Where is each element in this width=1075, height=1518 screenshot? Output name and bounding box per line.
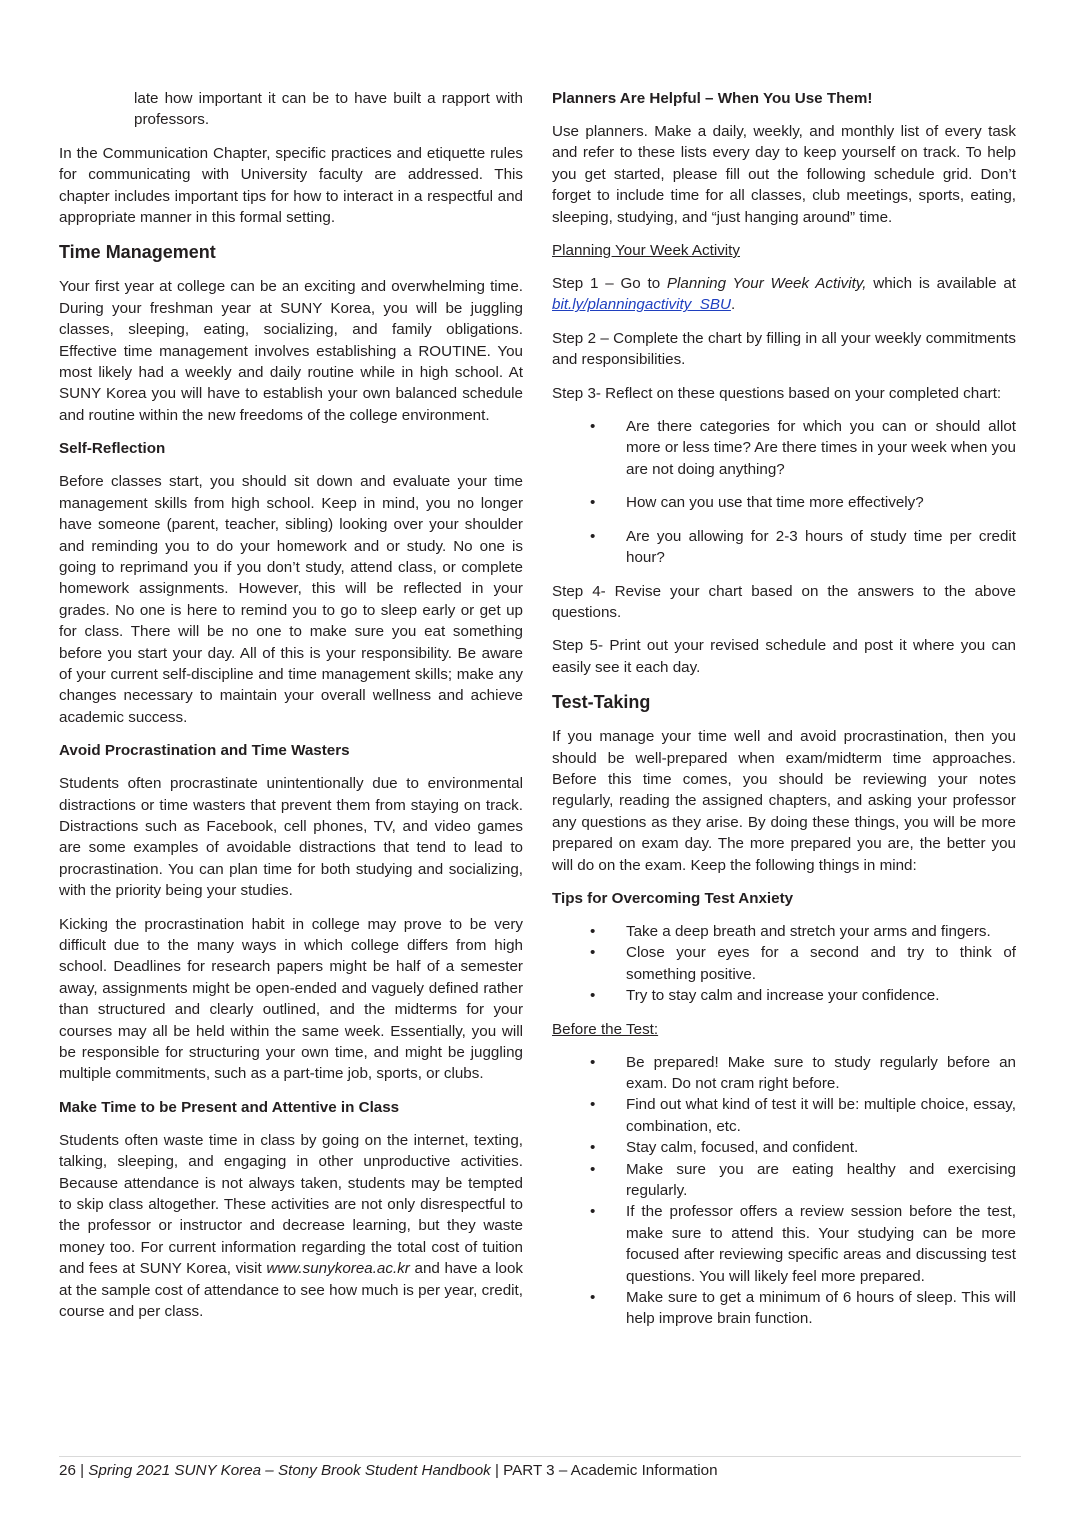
list-item: • Are you allowing for 2-3 hours of study time per credit hour? [552, 526, 1016, 569]
sunykorea-url: www.sunykorea.ac.kr [266, 1260, 410, 1278]
test-anxiety-list [552, 921, 1016, 1007]
present-in-class-paragraph [59, 1130, 523, 1323]
reflection-questions-list [552, 416, 1016, 568]
list-item: • Take a deep breath and stretch your arms and fingers. [552, 921, 1016, 942]
page-number: 26 [59, 1462, 76, 1479]
test-taking-paragraph: If you manage your time well and avoid procrastination, then you should be well-prepared when exam/midterm time approaches. Before this time comes, you should be reviewing your notes regularly, reading the assigned chapters, and asking your professor any questions as they arise. By doing these things, you will be more prepared on exam day. The more prepared you are, the better you will do on the exam. Keep the following things in mind: [552, 728, 1016, 874]
step-1 [552, 273, 1016, 316]
test-anxiety-heading: Tips for Overcoming Test Anxiety [552, 889, 794, 907]
self-reflection-heading: Self-Reflection [59, 440, 166, 458]
list-item: • Are there categories for which you can or should allot more or less time? Are there times in your week when you are not doing anything? [552, 416, 1016, 480]
planning-week-activity-heading: Planning Your Week Activity [552, 242, 740, 260]
time-management-heading: Time Management [59, 242, 216, 263]
planning-activity-link[interactable]: bit.ly/planningactivity_SBU [552, 296, 731, 314]
list-item: • If the professor offers a review session before the test, make sure to attend this. Your studying can be more focused after reviewing specific areas and discussing test questions. You will likely feel more prepared. [552, 1201, 1016, 1287]
step-1-activity-title: Planning Your Week Activity, [666, 275, 867, 293]
handbook-title: Spring 2021 SUNY Korea – Stony Brook Student Handbook [88, 1462, 491, 1479]
time-management-paragraph: Your first year at college can be an exciting and overwhelming time. During your freshman year at SUNY Korea, you will be juggling classes, sleeping, eating, socializing, and family obligations. Effective time management involves establishing a ROUTINE. You most likely had a weekly and daily routine while in high school. At SUNY Korea you will have to establish your own balanced schedule and routine within the new freedoms of the college environment. [59, 278, 523, 424]
footer-section: | PART 3 – Academic Information [490, 1462, 718, 1479]
before-the-test-heading: Before the Test: [552, 1020, 659, 1038]
footer-separator: | [75, 1462, 89, 1479]
step-5: Step 5- Print out your revised schedule and post it where you can easily see it each day. [552, 637, 1016, 676]
planners-heading: Planners Are Helpful – When You Use Them! [552, 90, 873, 107]
present-text-b: and have a look at the sample cost of attendance to see how much is per year, credit, course and per class. [59, 1260, 523, 1321]
list-item: • Be prepared! Make sure to study regularly before an exam. Do not cram right before. [552, 1052, 1016, 1095]
list-item: • Make sure to get a minimum of 6 hours of sleep. This will help improve brain function. [552, 1287, 1016, 1330]
step-1-text-c: . [730, 296, 736, 314]
list-item: • Find out what kind of test it will be: multiple choice, essay, combination, etc. [552, 1094, 1016, 1137]
list-item: • Try to stay calm and increase your confidence. [552, 985, 1016, 1006]
step-1-text-a: Step 1 – Go to [552, 275, 667, 293]
step-4: Step 4- Revise your chart based on the answers to the above questions. [552, 582, 1016, 621]
right-column [552, 88, 1016, 1342]
footer-divider [59, 1456, 1021, 1457]
present-text-a: Students often waste time in class by going on the internet, texting, talking, sleeping, and engaging in other unproductive activities. Because attendance is not always taken, students may be tempted to skip class altogether. These activities are not only disrespectful to the professor or instructor and decrease learning, but they waste money too. For current information regarding the total cost of tuition and fees at SUNY Korea, visit [59, 1131, 523, 1278]
left-column [59, 88, 523, 1335]
present-in-class-heading: Make Time to be Present and Attentive in Class [59, 1098, 400, 1116]
planners-paragraph: Use planners. Make a daily, weekly, and monthly list of every task and refer to these lists every day to keep yourself on track. To help you get started, please fill out the following schedule grid. Don’t forget to include time for all classes, club meetings, sports, eating, sleeping, studying, and “just hanging around” time. [552, 123, 1016, 226]
intro-continued: late how important it can be to have built a rapport with professors. [134, 90, 523, 129]
step-3: Step 3- Reflect on these questions based on your completed chart: [552, 384, 1002, 402]
self-reflection-paragraph: Before classes start, you should sit down and evaluate your time management skills from high school. Keep in mind, you no longer have someone (parent, teacher, sibling) looking over your shoulder and reminding you to do your homework and or study. No one is going to reprimand you if you don’t study, attend class, or complete homework assignments. However, this will be reflected in your grades. No one is here to remind you to go to sleep early or get up for class. There will be no one to make sure you eat something before you start your day. All of this is your responsibility. Be aware of your current self-discipline and time management skills; make any changes necessary to maintain your overall wellness and achieve academic success. [59, 473, 523, 726]
communication-paragraph: In the Communication Chapter, specific practices and etiquette rules for communicating with University faculty are addressed. This chapter includes important tips for how to interact in a respectful and appropriate manner in this formal setting. [59, 144, 523, 227]
list-item: • Close your eyes for a second and try to think of something positive. [552, 942, 1016, 985]
list-item: • How can you use that time more effectively? [552, 492, 1016, 513]
procrastination-heading: Avoid Procrastination and Time Wasters [59, 742, 350, 760]
step-2: Step 2 – Complete the chart by filling in all your weekly commitments and responsibilities. [552, 329, 1016, 369]
list-item: • Make sure you are eating healthy and exercising regularly. [552, 1159, 1016, 1202]
test-taking-heading: Test-Taking [552, 692, 651, 713]
step-1-text-b: which is available at [866, 275, 1016, 293]
list-item: • Stay calm, focused, and confident. [552, 1137, 1016, 1158]
page-footer [59, 1460, 718, 1481]
before-the-test-list [552, 1052, 1016, 1330]
procrastination-paragraph-1: Students often procrastinate unintentionally due to environmental distractions or time wasters that prevent them from staying on track. Distractions such as Facebook, cell phones, TV, and video games are some examples of avoidable distractions that tend to lead to procrastination. You can plan time for both studying and socializing, with the priority being your studies. [59, 775, 523, 900]
procrastination-paragraph-2: Kicking the procrastination habit in college may prove to be very difficult due to the many ways in which college differs from high school. Deadlines for research papers might be half of a semester away, assignments might be open-ended and vaguely defined rather than structured and clearly outlined, and the midterms for your courses may all be held within the same week. Essentially, you will be responsible for structuring your own time, and might be juggling multiple commitments, such as a part-time job, sports, or clubs. [59, 915, 523, 1083]
